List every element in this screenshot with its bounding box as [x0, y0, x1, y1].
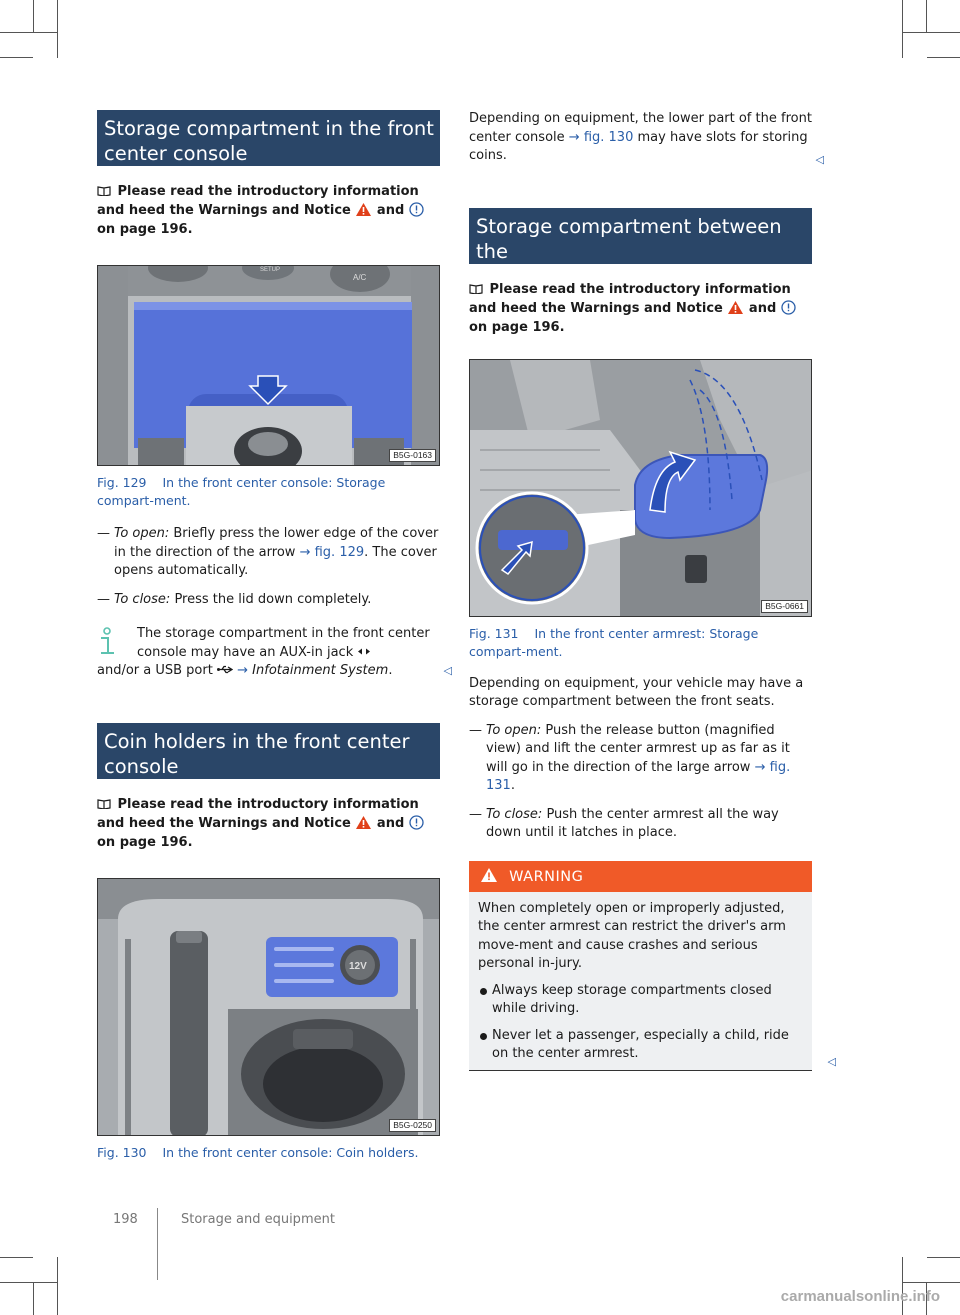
dash-marker: — — [97, 591, 110, 607]
crop-mark — [926, 0, 927, 33]
socket-label: 12V — [349, 960, 367, 972]
section-end-icon: ◁ — [815, 152, 824, 166]
crop-mark — [57, 1257, 58, 1315]
step-text: Press the lid down completely. — [174, 591, 372, 607]
read-note-and: and — [748, 300, 777, 316]
step-label: To open: — [486, 722, 542, 738]
heading-line: front seats — [476, 264, 581, 288]
crop-mark — [902, 1282, 960, 1283]
paragraph — [469, 110, 812, 166]
step-close — [97, 591, 440, 610]
bullet-text: Never let a passenger, especially a child, ride on the center armrest. — [492, 1027, 789, 1061]
book-icon — [97, 799, 111, 809]
warning-triangle-icon — [355, 202, 372, 217]
watermark: carmanualsonline.info — [780, 1288, 940, 1305]
figure-caption — [97, 474, 440, 510]
figure-link[interactable]: fig. 131 — [486, 759, 791, 793]
crop-mark — [0, 1257, 33, 1258]
heading-line: console — [104, 754, 179, 778]
step-open — [469, 722, 812, 796]
crop-mark — [33, 1282, 34, 1315]
figure-link[interactable]: fig. 129 — [314, 544, 365, 560]
warning-triangle-icon — [727, 300, 744, 315]
caption-text: In the front center armrest: Storage compart-ment. — [469, 625, 759, 659]
dash-marker: — — [469, 806, 482, 822]
read-note-page: on page 196. — [97, 834, 193, 850]
figure-number: Fig. 131 — [469, 625, 519, 641]
read-note — [97, 795, 440, 852]
step-label: To open: — [114, 526, 170, 541]
paragraph-text: Depending on equipment, your vehicle may have a storage compartment between the front seats. — [469, 675, 804, 709]
warning-title: WARNING — [509, 868, 584, 885]
figure-code: B5G-0163 — [389, 449, 436, 462]
warning-triangle-icon — [355, 815, 372, 830]
paragraph — [469, 675, 812, 712]
crop-mark — [902, 0, 903, 58]
step-close — [469, 806, 812, 843]
warning-bullet — [469, 1027, 812, 1064]
crop-mark — [902, 1257, 903, 1315]
step-open — [97, 525, 440, 581]
step-text: Briefly press the lower edge of the cover in the direction of the arrow — [114, 526, 439, 560]
heading-line: center console — [104, 142, 248, 165]
figure-131 — [469, 359, 812, 617]
tip-reference: Infotainment System — [252, 663, 389, 678]
usb-icon — [217, 665, 233, 674]
left-column — [97, 110, 452, 1162]
caption-text: In the front center console: Storage compart-ment. — [97, 475, 386, 508]
book-icon — [97, 186, 111, 196]
arrow-icon: → — [754, 759, 766, 775]
heading-line: Storage compartment between the — [476, 214, 782, 263]
step-text: Push the center armrest all the way down until it latches in place. — [486, 806, 779, 840]
heading-line: Storage compartment in the front — [104, 117, 434, 140]
crop-mark — [927, 1257, 960, 1258]
read-note — [97, 182, 440, 239]
notice-icon — [409, 815, 424, 830]
read-note-text: Please read the introductory information and heed the Warnings and Notice — [469, 281, 791, 316]
console-illustration — [98, 266, 440, 466]
setup-label: SETUP — [260, 267, 281, 273]
section-end-icon: ◁ — [443, 664, 452, 677]
figure-number: Fig. 129 — [97, 475, 147, 490]
tip-end: . — [388, 663, 393, 678]
step-text-after: . The cover opens automatically. — [114, 544, 437, 578]
read-note-text: Please read the introductory information and heed the Warnings and Notice — [97, 796, 419, 831]
section-heading-front-console — [97, 110, 440, 166]
read-note-page: on page 196. — [97, 222, 193, 237]
right-column — [469, 110, 836, 1071]
bullet-dot — [480, 988, 487, 995]
read-note — [469, 280, 812, 337]
arrow-icon: → — [568, 129, 580, 145]
section-heading-coin-holders — [97, 723, 440, 779]
warning-header — [469, 861, 812, 892]
figure-number: Fig. 130 — [97, 1144, 147, 1160]
crop-mark — [33, 0, 34, 33]
tip-text: The storage compartment in the front center console may have an AUX-in jack — [137, 626, 430, 660]
read-note-text: Please read the introductory information and heed the Warnings and Notice — [97, 184, 419, 218]
ac-label: A/C — [353, 273, 367, 282]
coin-holders-text — [469, 110, 824, 166]
step-label: To close: — [114, 591, 171, 607]
notice-icon — [409, 202, 424, 217]
step-text: Push the release button (magnified view) and lift the center armrest up as far as it will go in the direction of the large arrow — [486, 722, 790, 775]
figure-code: B5G-0661 — [761, 600, 808, 613]
book-icon — [469, 284, 483, 294]
footer-divider — [157, 1208, 158, 1280]
notice-icon — [781, 300, 796, 315]
read-note-and: and — [376, 815, 405, 831]
chapter-title: Storage and equipment — [181, 1212, 335, 1227]
bullet-dot — [480, 1033, 487, 1040]
warning-bullet — [469, 982, 812, 1019]
caption-text: In the front center console: Coin holders. — [162, 1144, 419, 1160]
warning-text: When completely open or improperly adjusted, the center armrest can restrict the driver's arm move-ment and cause crashes and serious personal in-jury. — [478, 900, 786, 971]
crop-mark — [0, 57, 33, 58]
armrest-illustration — [470, 360, 812, 617]
crop-mark — [57, 0, 58, 58]
info-tip-icon — [97, 627, 117, 657]
figure-130 — [97, 878, 440, 1136]
arrow-icon: → — [237, 663, 249, 678]
step-text-after: . — [510, 778, 515, 793]
figure-link[interactable]: fig. 130 — [583, 129, 634, 145]
arrow-icon: → — [299, 544, 311, 560]
dash-marker: — — [97, 526, 110, 541]
aux-jack-icon — [357, 647, 371, 656]
figure-code: B5G-0250 — [389, 1119, 436, 1132]
figure-caption — [97, 1144, 440, 1162]
warning-box — [469, 861, 836, 1071]
crop-mark — [927, 57, 960, 58]
figure-129 — [97, 265, 440, 466]
step-label: To close: — [486, 806, 543, 822]
paragraph-text: Depending on equipment, the lower part of the front center console — [469, 111, 812, 145]
coin-holders-illustration — [98, 879, 440, 1136]
paragraph-text-after: may have slots for storing coins. — [469, 129, 808, 163]
crop-mark — [0, 32, 58, 33]
tip-text: and/or a USB port — [97, 663, 213, 678]
read-note-and: and — [376, 203, 405, 218]
figure-caption — [469, 625, 812, 661]
warning-triangle-icon — [480, 867, 498, 883]
bullet-text: Always keep storage compartments closed while driving. — [492, 982, 772, 1016]
dash-marker: — — [469, 722, 482, 738]
crop-mark — [0, 1282, 58, 1283]
section-end-icon: ◁ — [827, 1054, 836, 1068]
section-heading-between-seats — [469, 208, 812, 288]
tip-note — [97, 625, 452, 681]
page-number: 198 — [113, 1212, 138, 1227]
heading-line: Coin holders in the front center — [104, 729, 410, 753]
read-note-page: on page 196. — [469, 319, 565, 335]
crop-mark — [902, 32, 960, 33]
